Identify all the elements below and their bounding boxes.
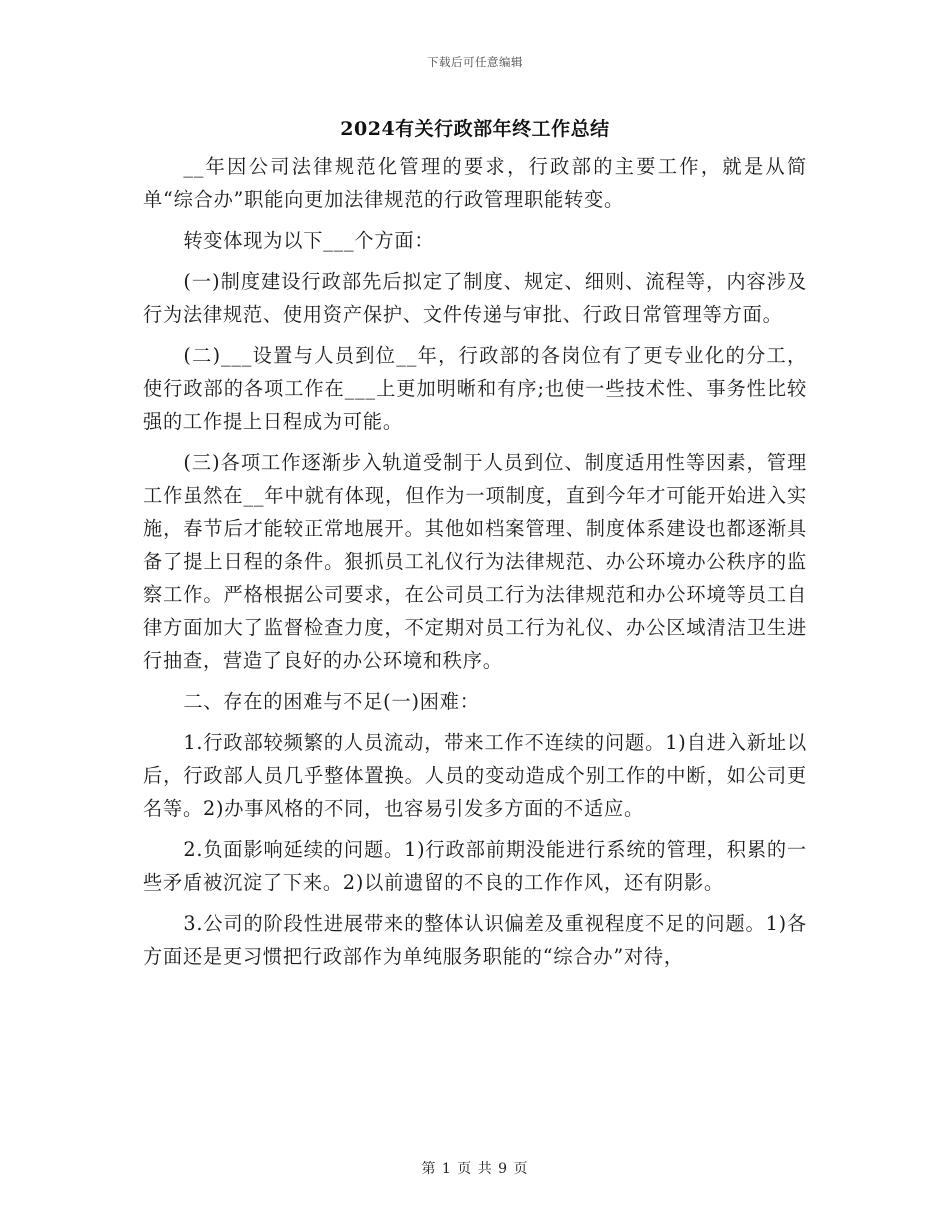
paragraph: 2.负面影响延续的问题。1)行政部前期没能进行系统的管理，积累的一些矛盾被沉淀了下来。2)以前遗留的不良的工作作风，还有阴影。	[143, 838, 807, 894]
paragraph: 转变体现为以下___个方面：	[183, 229, 435, 252]
paragraph: (一)制度建设行政部先后拟定了制度、规定、细则、流程等，内容涉及行为法律规范、使用资产保护、文件传递与审批、行政日常管理等方面。	[143, 270, 807, 326]
document-title: 2024有关行政部年终工作总结	[340, 118, 610, 140]
header-note: 下载后可任意编辑	[427, 55, 523, 69]
paragraph: (三)各项工作逐渐步入轨道受制于人员到位、制度适用性等因素，管理工作虽然在__年中就有体现，但作为一项制度，直到今年才可能开始进入实施，春节后才能较正常地展开。其他如档案管理、制度体系建设也都逐渐具备了提上日程的条件。狠抓员工礼仪行为法律规范、办公环境办公秩序的监察工作。严格根据公司要求，在公司员工行为法律规范和办公环境等员工自律方面加大了监督检查力度，不定期对员工行为礼仪、办公区域清洁卫生进行抽查，营造了良好的办公环境和秩序。	[143, 451, 807, 672]
paragraph: (二)___设置与人员到位__年，行政部的各岗位有了更专业化的分工，使行政部的各项工作在___上更加明晰和有序;也使一些技术性、事务性比较强的工作提上日程成为可能。	[143, 344, 807, 433]
page-footer: 第 1 页 共 9 页	[421, 1161, 529, 1177]
paragraph: __年因公司法律规范化管理的要求，行政部的主要工作，就是从简单“综合办”职能向更加法律规范的行政管理职能转变。	[143, 155, 807, 211]
document-body	[143, 150, 807, 981]
paragraph: 1.行政部较频繁的人员流动，带来工作不连续的问题。1)自进入新址以后，行政部人员几乎整体置换。人员的变动造成个别工作的中断，如公司更名等。2)办事风格的不同，也容易引发多方面的不适应。	[143, 731, 807, 820]
paragraph: 3.公司的阶段性进展带来的整体认识偏差及重视程度不足的问题。1)各方面还是更习惯把行政部作为单纯服务职能的“综合办”对待，	[143, 912, 807, 968]
paragraph: 二、存在的困难与不足(一)困难：	[183, 690, 480, 713]
